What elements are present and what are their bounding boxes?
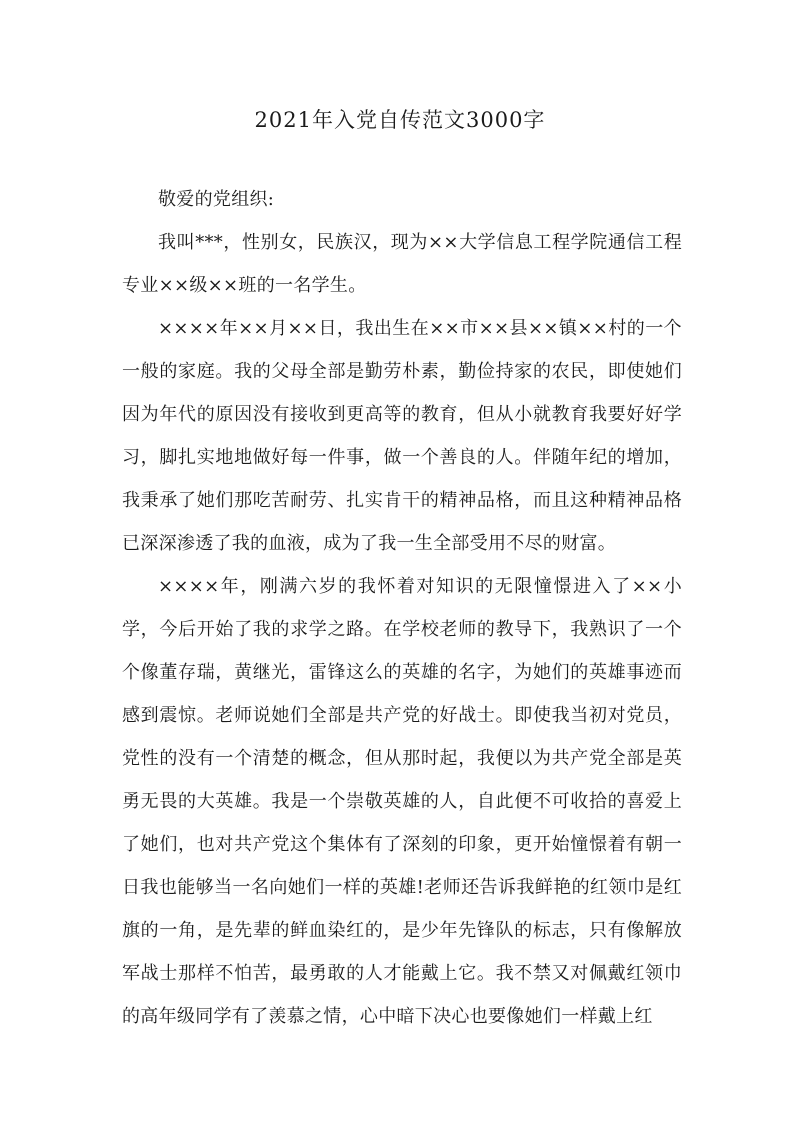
document-title: 2021年入党自传范文3000字: [254, 108, 546, 132]
paragraph: ××××年××月××日，我出生在××市××县××镇××村的一个一般的家庭。我的父母全部是勤劳朴素，勤俭持家的农民，即使她们因为年代的原因没有接收到更高等的教育，但从小就教育我要好好学习，脚扎实地地做好每一件事，做一个善良的人。伴随年纪的增加，我秉承了她们那吃苦耐劳、扎实肯干的精神品格，而且这种精神品格已深深渗透了我的血液，成为了我一生全部受用不尽的财富。: [122, 318, 682, 554]
document-body: [122, 178, 682, 1038]
paragraph: 我叫***，性别女，民族汉，现为××大学信息工程学院通信工程专业××级××班的一名学生。: [122, 232, 682, 296]
salutation: 敬爱的党组织:: [158, 189, 275, 210]
paragraph: ××××年，刚满六岁的我怀着对知识的无限憧憬进入了××小学，今后开始了我的求学之路。在学校老师的教导下，我熟识了一个个像董存瑞，黄继光，雷锋这么的英雄的名字，为她们的英雄事迹而感到震惊。老师说她们全部是共产党的好战士。即使我当初对党员，党性的没有一个清楚的概念，但从那时起，我便以为共产党全部是英勇无畏的大英雄。我是一个崇敬英雄的人，自此便不可收拾的喜爱上了她们，也对共产党这个集体有了深刻的印象，更开始憧憬着有朝一日我也能够当一名向她们一样的英雄!老师还告诉我鲜艳的红领巾是红旗的一角，是先辈的鲜血染红的，是少年先锋队的标志，只有像解放军战士那样不怕苦，最勇敢的人才能戴上它。我不禁又对佩戴红领巾的高年级同学有了羡慕之情，心中暗下决心也要像她们一样戴上红: [122, 576, 682, 1027]
